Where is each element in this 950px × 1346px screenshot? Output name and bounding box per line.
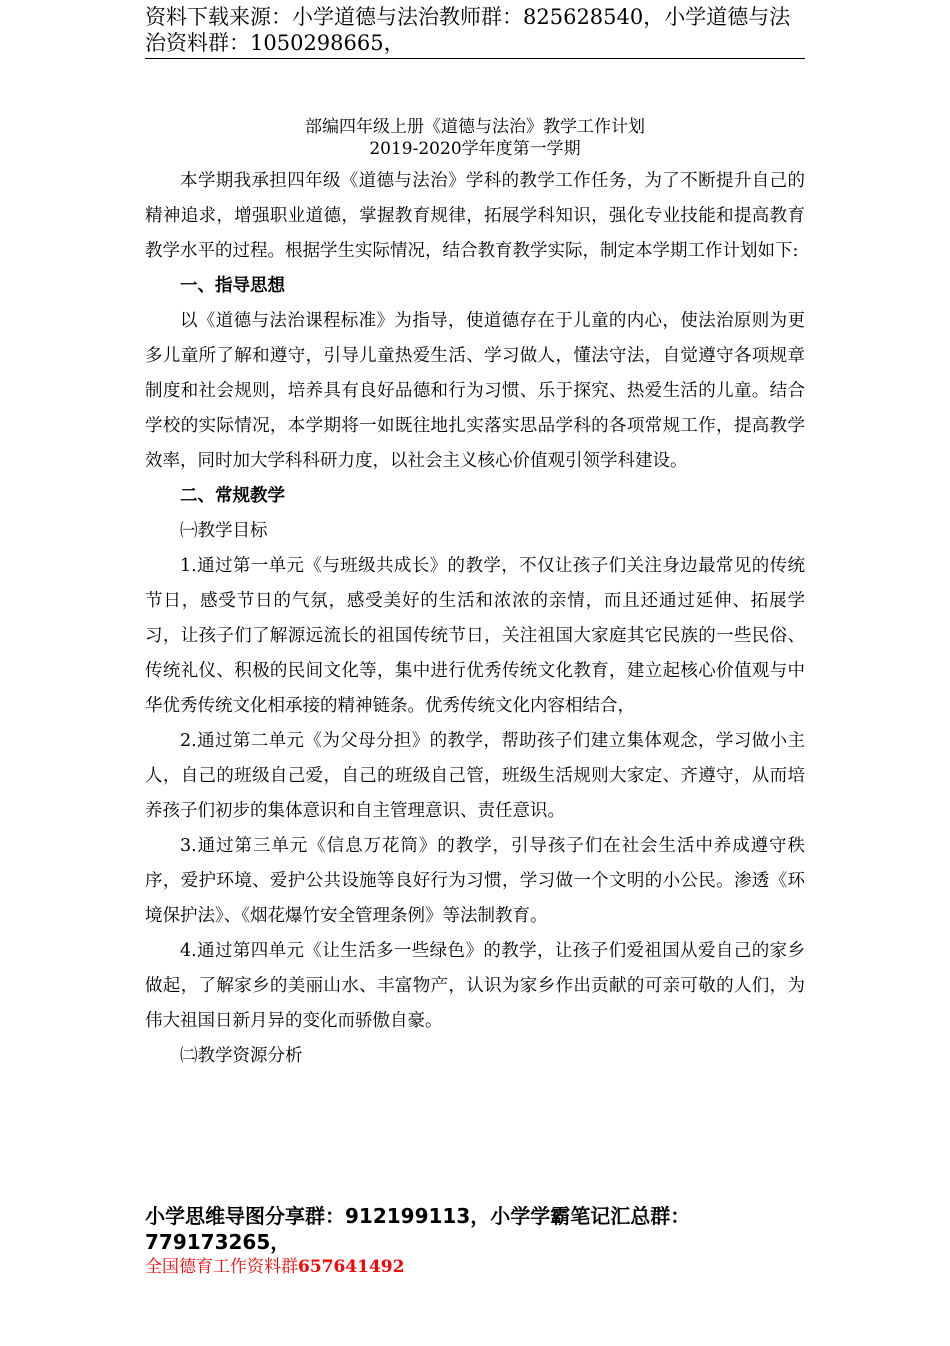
- document-title: [145, 116, 805, 160]
- guiding-ideology-paragraph: 以《道德与法治课程标准》为指导，使道德存在于儿童的内心，使法治原则为更多儿童所了解和遵守，引导儿童热爱生活、学习做人，懂法守法，自觉遵守各项规章制度和社会规则，培养具有良好品德和行为习惯、乐于探究、热爱生活的儿童。结合学校的实际情况，本学期将一如既往地扎实落实思品学科的各项常规工作，提高教学效率，同时加大学科科研力度，以社会主义核心价值观引领学科建设。: [145, 311, 805, 471]
- document-body: [145, 164, 805, 1074]
- title-line-1: 部编四年级上册《道德与法治》教学工作计划: [305, 117, 645, 137]
- goal-item-1: 1.通过第一单元《与班级共成长》的教学，不仅让孩子们关注身边最常见的传统节日，感受节日的气氛，感受美好的生活和浓浓的亲情，而且还通过延伸、拓展学习，让孩子们了解源远流长的祖国传统节日，关注祖国大家庭其它民族的一些民俗、传统礼仪、积极的民间文化等，集中进行优秀传统文化教育，建立起核心价值观与中华优秀传统文化相承接的精神链条。优秀传统文化内容相结合，: [145, 556, 805, 716]
- footer-red-number: 657641492: [298, 1257, 405, 1277]
- goal-item-2: 2.通过第二单元《为父母分担》的教学，帮助孩子们建立集体观念，学习做小主人，自己的班级自己爱，自己的班级自己管，班级生活规则大家定、齐遵守，从而培养孩子们初步的集体意识和自主管理意识、责任意识。: [145, 731, 805, 821]
- footer-group-info: 小学思维导图分享群：912199113，小学学霸笔记汇总群：779173265，: [145, 1204, 691, 1254]
- section-heading-routine-teaching: 二、常规教学: [180, 486, 285, 506]
- subheading-resource-analysis: ㈡教学资源分析: [180, 1046, 303, 1066]
- goal-item-4: 4.通过第四单元《让生活多一些绿色》的教学，让孩子们爱祖国从爱自己的家乡做起，了解家乡的美丽山水、丰富物产，认识为家乡作出贡献的可亲可敬的人们，为伟大祖国日新月异的变化而骄傲自豪。: [145, 941, 805, 1031]
- goal-item-3: 3.通过第三单元《信息万花筒》的教学，引导孩子们在社会生活中养成遵守秩序，爱护环境、爱护公共设施等良好行为习惯，学习做一个文明的小公民。渗透《环境保护法》、《烟花爆竹安全管理条例》等法制教育。: [145, 836, 805, 926]
- intro-paragraph: 本学期我承担四年级《道德与法治》学科的教学工作任务，为了不断提升自己的精神追求，增强职业道德，掌握教育规律，拓展学科知识，强化专业技能和提高教育教学水平的过程。根据学生实际情况，结合教育教学实际，制定本学期工作计划如下:: [145, 171, 805, 261]
- section-heading-guiding-ideology: 一、指导思想: [180, 276, 285, 296]
- subheading-teaching-goals: ㈠教学目标: [180, 521, 268, 541]
- footer-red-line: [145, 1255, 805, 1279]
- title-line-2: 2019-2020学年度第一学期: [369, 139, 581, 159]
- footer-red-label: 全国德育工作资料群: [145, 1257, 298, 1277]
- source-header: 资料下载来源：小学道德与法治教师群：825628540，小学道德与法治资料群：1050298665，: [145, 4, 805, 59]
- footer: [145, 1203, 805, 1279]
